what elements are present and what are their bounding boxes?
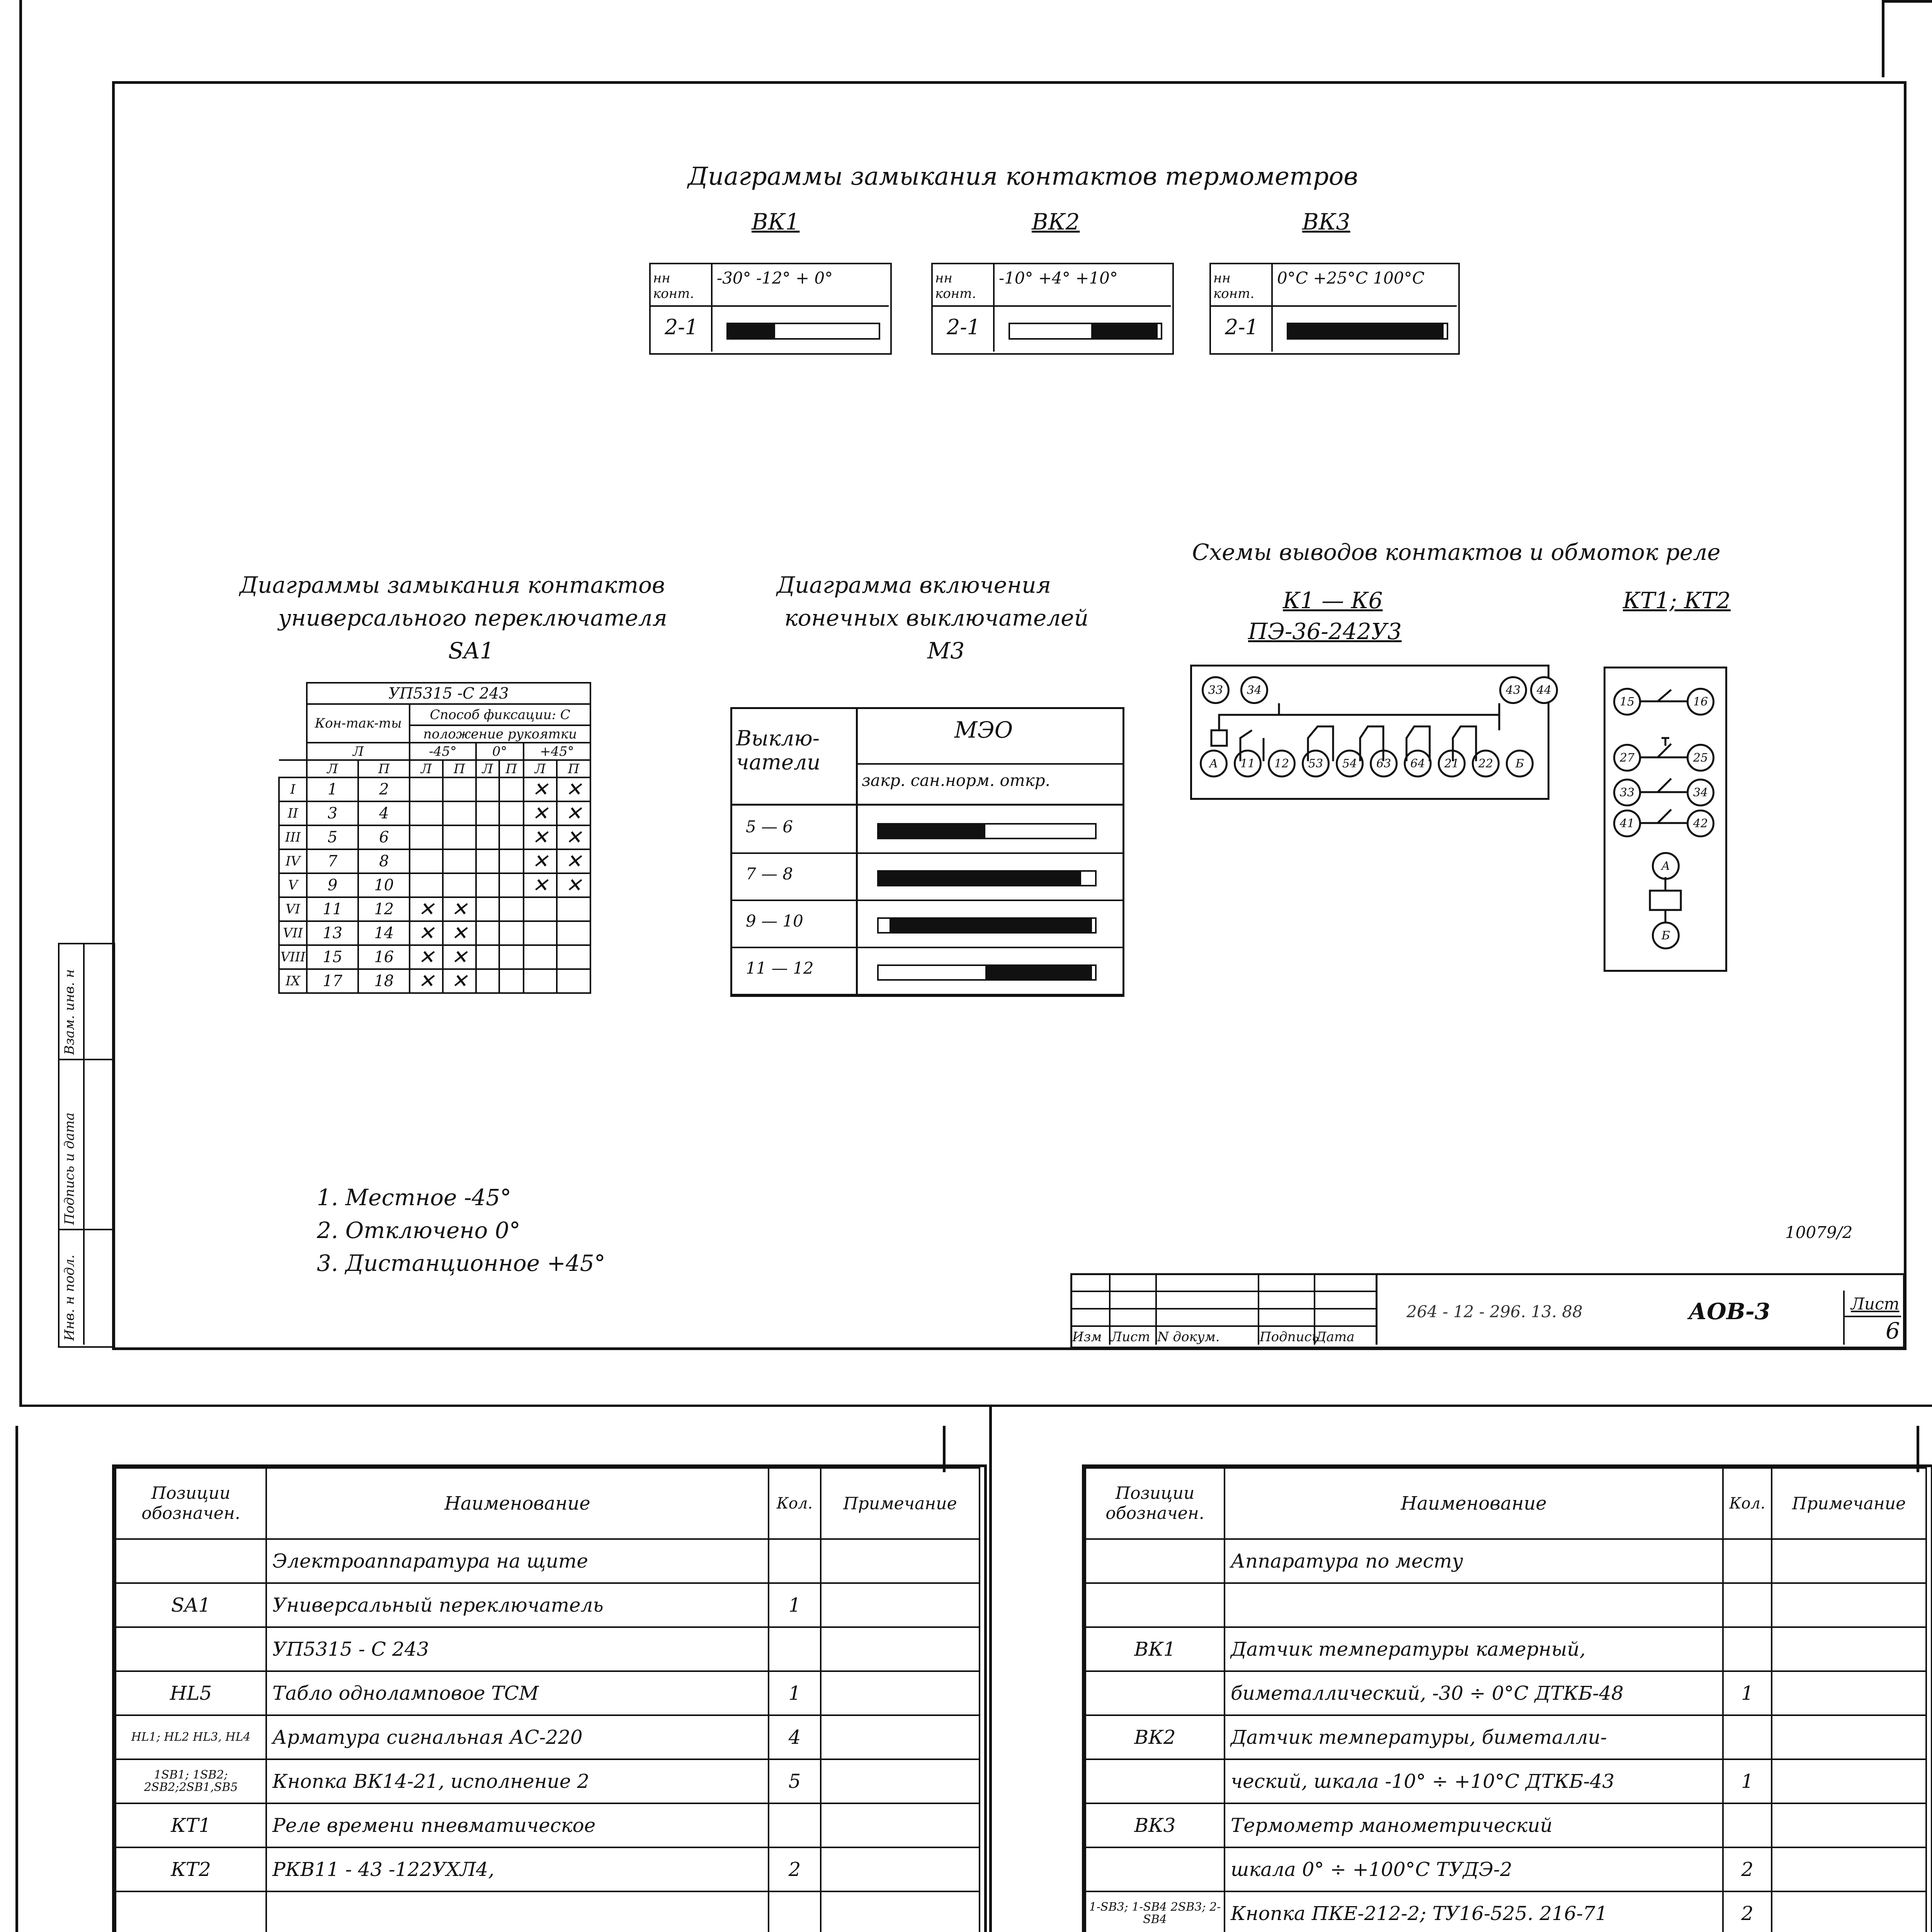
sa1-row-p: 10: [358, 873, 410, 897]
thermo-bar-on: [728, 324, 775, 338]
sa1-row: [279, 825, 590, 849]
sa1-x-cell: ✕: [410, 897, 443, 921]
spec-note: [821, 1759, 980, 1803]
sa1-x-cell: ✕: [443, 969, 476, 993]
spec-qty: [1723, 1627, 1772, 1671]
thermo-bar-on: [1288, 324, 1444, 338]
ref-number: 10079/2: [1785, 1223, 1853, 1242]
sa1-row: [279, 969, 590, 993]
sa1-row: [279, 873, 590, 897]
relay2-pin: 33: [1613, 779, 1641, 806]
sa1-x-cell: ✕: [557, 849, 590, 873]
spec-pos: ВК2: [1085, 1715, 1225, 1759]
sa1-x-cell: [499, 801, 524, 825]
sa1-x-cell: [443, 825, 476, 849]
sa1-row-p: 12: [358, 897, 410, 921]
sa1-row: [279, 897, 590, 921]
sa1-x-cell: ✕: [443, 921, 476, 945]
sa1-pos: 0°: [476, 743, 524, 760]
spec-note: [1772, 1539, 1926, 1583]
sa1-x-cell: ✕: [410, 969, 443, 993]
spec-qty: 1: [1723, 1759, 1772, 1803]
sa1-x-cell: [476, 945, 499, 969]
spec-qty: 1: [1723, 1671, 1772, 1715]
spec-qty: 2: [769, 1847, 821, 1891]
limit-col-meo: МЭО: [954, 717, 1013, 743]
thermo-scale: -10° +4° +10°: [999, 269, 1118, 287]
relay1-pin: 43: [1499, 676, 1527, 704]
sa1-x-cell: [410, 777, 443, 801]
spec-pos: [1085, 1671, 1225, 1715]
spec-qty: [769, 1627, 821, 1671]
spec-note: [821, 1627, 980, 1671]
sa1-row: [279, 921, 590, 945]
sa1-x-cell: [499, 873, 524, 897]
sheet-number: 6: [1886, 1318, 1900, 1344]
sa1-x-cell: ✕: [557, 801, 590, 825]
sa1-row: [279, 777, 590, 801]
spec-name: РКВ11 - 43 -122УХЛ4,: [266, 1847, 769, 1891]
side-strip-divider: [83, 943, 85, 1345]
doc-sheet: АОВ-3: [1689, 1298, 1770, 1325]
sa1-row-l: 15: [307, 945, 358, 969]
sa1-row-l: 5: [307, 825, 358, 849]
spec-row: [1085, 1847, 1926, 1891]
sa1-lp: Л: [307, 760, 358, 777]
sa1-x-cell: ✕: [524, 801, 557, 825]
relay2-coil-pin: А: [1652, 852, 1680, 880]
scan-edge: [15, 1426, 18, 1932]
spec-qty: [1723, 1715, 1772, 1759]
sa1-x-cell: [476, 777, 499, 801]
spec-pos: КТ2: [116, 1847, 266, 1891]
sa1-row-num: IX: [279, 969, 307, 993]
head-note: Примечание: [1772, 1468, 1926, 1539]
spec-row: [116, 1891, 980, 1932]
spec-qty: 1: [769, 1583, 821, 1627]
head-name: Наименование: [266, 1468, 769, 1539]
spec-row: [116, 1803, 980, 1847]
head-pos: Позиции обозначен.: [1085, 1468, 1225, 1539]
relay1-pin: 44: [1530, 676, 1558, 704]
sa1-x-cell: ✕: [410, 945, 443, 969]
sa1-x-cell: [524, 969, 557, 993]
sa1-lp: Л: [524, 760, 557, 777]
stamp-col: Изм: [1072, 1329, 1102, 1345]
sa1-table: [278, 682, 591, 994]
side-label-sign: Подпись и дата: [62, 1112, 77, 1225]
spec-name: Датчик температуры, биметалли-: [1225, 1715, 1723, 1759]
spec-row: [1085, 1671, 1926, 1715]
limit-bar-on: [985, 966, 1092, 979]
relay2-pin: 16: [1687, 688, 1714, 716]
spec-note: [1772, 1847, 1926, 1891]
spec-name: [266, 1891, 769, 1932]
sa1-x-cell: ✕: [524, 825, 557, 849]
stamp-col: Дата: [1316, 1329, 1355, 1345]
spec-note: [821, 1715, 980, 1759]
spec-pos: SA1: [116, 1583, 266, 1627]
sa1-pos: +45°: [524, 743, 590, 760]
spec-note: [1772, 1583, 1926, 1627]
spec-row: [116, 1759, 980, 1803]
note-2: 2. Отключено 0°: [317, 1217, 520, 1243]
spec-name: шкала 0° ÷ +100°С ТУДЭ-2: [1225, 1847, 1723, 1891]
sa1-row: [279, 849, 590, 873]
spec-name: Арматура сигнальная АС-220: [266, 1715, 769, 1759]
relay1-wiring: [1190, 665, 1549, 800]
sa1-x-cell: ✕: [557, 873, 590, 897]
sa1-x-cell: [476, 825, 499, 849]
relay1-pin: 22: [1472, 750, 1500, 777]
relay1-pin: 54: [1336, 750, 1364, 777]
sa1-x-cell: [499, 921, 524, 945]
scan-edge-top: [1882, 0, 1932, 3]
spec-name: УП5315 - С 243: [266, 1627, 769, 1671]
sa1-x-cell: [499, 849, 524, 873]
spec-name: Термометр манометрический: [1225, 1803, 1723, 1847]
sa1-x-cell: ✕: [524, 849, 557, 873]
spec-name: ческий, шкала -10° ÷ +10°С ДТКБ-43: [1225, 1759, 1723, 1803]
sa1-row-p: 18: [358, 969, 410, 993]
sa1-x-cell: [524, 897, 557, 921]
spec-pos: 1SB1; 1SB2; 2SB2;2SB1,SB5: [116, 1759, 266, 1803]
relay2-pin: 41: [1613, 810, 1641, 837]
sa1-row-p: 8: [358, 849, 410, 873]
spec-name: [1225, 1583, 1723, 1627]
sa1-x-cell: ✕: [557, 777, 590, 801]
sa1-x-cell: ✕: [410, 921, 443, 945]
sa1-row-p: 2: [358, 777, 410, 801]
spec-name: Универсальный переключатель: [266, 1583, 769, 1627]
sa1-row: [279, 801, 590, 825]
spec-qty: [1723, 1583, 1772, 1627]
sa1-row-p: 16: [358, 945, 410, 969]
spec-note: [821, 1803, 980, 1847]
spec-qty: 2: [1723, 1847, 1772, 1891]
thermo-hdr: нн конт.: [1213, 270, 1255, 301]
sa1-x-cell: [476, 969, 499, 993]
limit-title-2: конечных выключателей: [784, 605, 1088, 631]
spec-note: [1772, 1627, 1926, 1671]
stamp-col: Лист: [1111, 1329, 1150, 1345]
sa1-x-cell: [499, 777, 524, 801]
relay-title: Схемы выводов контактов и обмоток реле: [1192, 539, 1721, 565]
sa1-x-cell: ✕: [524, 777, 557, 801]
relay1-pin: Б: [1506, 750, 1534, 777]
sa1-row-l: 17: [307, 969, 358, 993]
spec-row: [1085, 1583, 1926, 1627]
sa1-x-cell: [524, 945, 557, 969]
sa1-x-cell: [443, 873, 476, 897]
spec-note: [821, 1847, 980, 1891]
sa1-x-cell: [499, 825, 524, 849]
sa1-x-cell: [499, 945, 524, 969]
sa1-x-cell: [410, 873, 443, 897]
thermo-scale: -30° -12° + 0°: [717, 269, 833, 287]
limit-states: закр. сан.норм. откр.: [862, 771, 1050, 790]
limit-row-label: 11 — 12: [746, 959, 814, 978]
sa1-lp-header: Л: [307, 743, 410, 760]
relay1-pin: 21: [1438, 750, 1466, 777]
sa1-row-l: 13: [307, 921, 358, 945]
sa1-pos: -45°: [410, 743, 476, 760]
sa1-x-cell: [476, 873, 499, 897]
spec-pos: HL1; HL2 HL3, HL4: [116, 1715, 266, 1759]
thermo-name: ВК3: [1302, 209, 1350, 235]
sa1-x-cell: ✕: [443, 945, 476, 969]
relay1-pin: 53: [1302, 750, 1330, 777]
relay1-pin: 34: [1240, 676, 1268, 704]
relay1-pin: 12: [1268, 750, 1296, 777]
spec-qty: 1: [769, 1671, 821, 1715]
spec-pos: [116, 1891, 266, 1932]
scan-separator: [19, 1405, 1932, 1407]
sa1-lp: П: [499, 760, 524, 777]
spec-row: [1085, 1891, 1926, 1932]
sa1-x-cell: [557, 921, 590, 945]
sa1-x-cell: [410, 801, 443, 825]
spec-row: [116, 1627, 980, 1671]
sa1-x-cell: [410, 849, 443, 873]
spec-pos: [1085, 1583, 1225, 1627]
sa1-row: [279, 945, 590, 969]
relay2-pin: 42: [1687, 810, 1714, 837]
sa1-row-p: 6: [358, 825, 410, 849]
sa1-row-l: 9: [307, 873, 358, 897]
spec-note: [1772, 1891, 1926, 1932]
spec-note: [1772, 1759, 1926, 1803]
sa1-col-mode: Способ фиксации: С: [410, 704, 590, 725]
spec-pos: ВК1: [1085, 1627, 1225, 1671]
sa1-row-num: II: [279, 801, 307, 825]
sa1-x-cell: ✕: [524, 873, 557, 897]
limit-col-switch: Выклю-чатели: [736, 726, 821, 774]
sa1-x-cell: [476, 897, 499, 921]
spec-name: биметаллический, -30 ÷ 0°С ДТКБ-48: [1225, 1671, 1723, 1715]
relay1-pin: 11: [1234, 750, 1262, 777]
spec-pos: [1085, 1759, 1225, 1803]
thermo-bar-on: [1091, 324, 1158, 338]
limit-row-label: 9 — 10: [746, 912, 803, 930]
thermo-name: ВК2: [1032, 209, 1080, 235]
limit-row-label: 7 — 8: [746, 864, 793, 883]
note-3: 3. Дистанционное +45°: [317, 1250, 605, 1276]
spec-pos: [1085, 1847, 1225, 1891]
thermo-hdr: нн конт.: [935, 270, 976, 301]
spec-pos: ВК3: [1085, 1803, 1225, 1847]
relay2-coil-pin: Б: [1652, 922, 1680, 949]
sa1-row-l: 11: [307, 897, 358, 921]
relay1-pin: 63: [1370, 750, 1398, 777]
spec-note: [1772, 1715, 1926, 1759]
spec-row: [116, 1847, 980, 1891]
sa1-title-3: SA1: [448, 638, 494, 664]
scan-edge: [989, 1406, 992, 1932]
spec-row: [1085, 1627, 1926, 1671]
sa1-x-cell: [476, 849, 499, 873]
sa1-row-l: 3: [307, 801, 358, 825]
sa1-row-num: IV: [279, 849, 307, 873]
sa1-lp: П: [443, 760, 476, 777]
spec-row: [116, 1583, 980, 1627]
spec-note: [821, 1583, 980, 1627]
thermo-scale: 0°С +25°С 100°С: [1277, 269, 1425, 287]
sa1-x-cell: [557, 969, 590, 993]
spec-pos: КТ1: [116, 1803, 266, 1847]
spec-note: [821, 1539, 980, 1583]
spec-qty: [769, 1891, 821, 1932]
stamp-col: Подпись: [1260, 1329, 1319, 1345]
spec-qty: [769, 1539, 821, 1583]
spec-row: [116, 1539, 980, 1583]
spec-name: Электроаппаратура на щите: [266, 1539, 769, 1583]
relay1-pin: А: [1200, 750, 1228, 777]
spec-row: [1085, 1715, 1926, 1759]
relay2-pin: 25: [1687, 744, 1714, 772]
sa1-row-l: 1: [307, 777, 358, 801]
spec-name: Реле времени пневматическое: [266, 1803, 769, 1847]
relay2-pin: 15: [1613, 688, 1641, 716]
sa1-x-cell: ✕: [557, 825, 590, 849]
spec-pos: 1-SB3; 1-SB4 2SB3; 2-SB4: [1085, 1891, 1225, 1932]
thermo-hdr: нн конт.: [653, 270, 694, 301]
sa1-row-num: VIII: [279, 945, 307, 969]
relay1-name: К1 — К6: [1283, 587, 1383, 614]
head-pos: Позиции обозначен.: [116, 1468, 266, 1539]
sa1-x-cell: [499, 969, 524, 993]
sa1-x-cell: [557, 945, 590, 969]
scan-edge-right: [1882, 0, 1884, 77]
sa1-x-cell: [410, 825, 443, 849]
spec-row: [1085, 1539, 1926, 1583]
sa1-x-cell: [443, 801, 476, 825]
relay2-pin: 34: [1687, 779, 1714, 806]
scan-edge-left: [19, 0, 22, 1406]
sa1-x-cell: [443, 777, 476, 801]
sa1-lp: Л: [476, 760, 499, 777]
side-strip-sep: [58, 1059, 112, 1060]
limit-bar-on: [879, 825, 985, 838]
sa1-row-num: V: [279, 873, 307, 897]
spec-qty: 5: [769, 1759, 821, 1803]
spec-row: [1085, 1803, 1926, 1847]
sa1-lp: Л: [410, 760, 443, 777]
spec-pos: [116, 1539, 266, 1583]
head-qty: Кол.: [1723, 1468, 1772, 1539]
side-strip-sep: [58, 1229, 112, 1230]
relay1-pin: 64: [1404, 750, 1432, 777]
spec-name: Табло одноламповое ТСМ: [266, 1671, 769, 1715]
stamp-col: N докум.: [1157, 1329, 1220, 1345]
thermo-name: ВК1: [752, 209, 800, 235]
spec-row: [116, 1671, 980, 1715]
sa1-row-num: VII: [279, 921, 307, 945]
sa1-row-l: 7: [307, 849, 358, 873]
head-qty: Кол.: [769, 1468, 821, 1539]
head-note: Примечание: [821, 1468, 980, 1539]
sa1-x-cell: ✕: [443, 897, 476, 921]
sa1-col-contacts: Кон-так-ты: [307, 704, 410, 743]
sa1-col-pos: положение рукоятки: [410, 725, 590, 743]
relay2-wiring: [1604, 667, 1727, 972]
spec-note: [821, 1891, 980, 1932]
spec-qty: [1723, 1803, 1772, 1847]
spec-row: [116, 1715, 980, 1759]
relay1-type: ПЭ-36-242У3: [1248, 618, 1402, 645]
spec-pos: HL5: [116, 1671, 266, 1715]
sa1-row-num: III: [279, 825, 307, 849]
spec-name: Кнопка ПКЕ-212-2; ТУ16-525. 216-71: [1225, 1891, 1723, 1932]
sa1-row-num: VI: [279, 897, 307, 921]
side-label-inv: Инв. н подл.: [62, 1254, 77, 1341]
sa1-row-num: I: [279, 777, 307, 801]
spec-qty: [1723, 1539, 1772, 1583]
thermo-row: 2-1: [947, 315, 980, 339]
spec-qty: 4: [769, 1715, 821, 1759]
spec-name: Кнопка ВК14-21, исполнение 2: [266, 1759, 769, 1803]
sa1-x-cell: [476, 801, 499, 825]
thermo-title: Диаграммы замыкания контактов термометров: [688, 162, 1358, 191]
limit-title-1: Диаграмма включения: [777, 572, 1051, 598]
limit-title-3: М3: [927, 638, 965, 664]
spec-qty: 2: [1723, 1891, 1772, 1932]
sa1-x-cell: [476, 921, 499, 945]
limit-bar-on: [889, 919, 1092, 932]
note-1: 1. Местное -45°: [317, 1184, 512, 1211]
limit-row-label: 5 — 6: [746, 817, 793, 836]
sa1-row-p: 14: [358, 921, 410, 945]
sa1-title-1: Диаграммы замыкания контактов: [240, 572, 665, 598]
sa1-title-2: универсального переключателя: [278, 605, 667, 631]
sa1-type: УП5315 -С 243: [307, 683, 590, 704]
side-label-vzam: Взам. инв. н: [62, 969, 77, 1055]
relay2-name: КТ1; КТ2: [1623, 587, 1731, 614]
relay1-pin: 33: [1202, 676, 1230, 704]
spec-name: Датчик температуры камерный,: [1225, 1627, 1723, 1671]
relay2-pin: 27: [1613, 744, 1641, 772]
head-name: Наименование: [1225, 1468, 1723, 1539]
spec-pos: [116, 1627, 266, 1671]
spec-row: [1085, 1759, 1926, 1803]
spec-qty: [769, 1803, 821, 1847]
spec-note: [1772, 1671, 1926, 1715]
thermo-row: 2-1: [1225, 315, 1259, 339]
thermo-row: 2-1: [665, 315, 698, 339]
sa1-x-cell: [524, 921, 557, 945]
sheet-label: Лист: [1851, 1294, 1900, 1313]
sa1-row-p: 4: [358, 801, 410, 825]
limit-bar-on: [879, 872, 1081, 885]
spec-note: [1772, 1803, 1926, 1847]
doc-code: 264 - 12 - 296. 13. 88: [1406, 1302, 1583, 1321]
spec-table-7: [115, 1467, 980, 1932]
spec-pos: [1085, 1539, 1225, 1583]
sa1-x-cell: [443, 849, 476, 873]
sa1-lp: П: [557, 760, 590, 777]
sa1-x-cell: [499, 897, 524, 921]
spec-table-8: [1085, 1467, 1927, 1932]
spec-note: [821, 1671, 980, 1715]
sa1-x-cell: [557, 897, 590, 921]
spec-name: Аппаратура по месту: [1225, 1539, 1723, 1583]
sa1-lp: П: [358, 760, 410, 777]
